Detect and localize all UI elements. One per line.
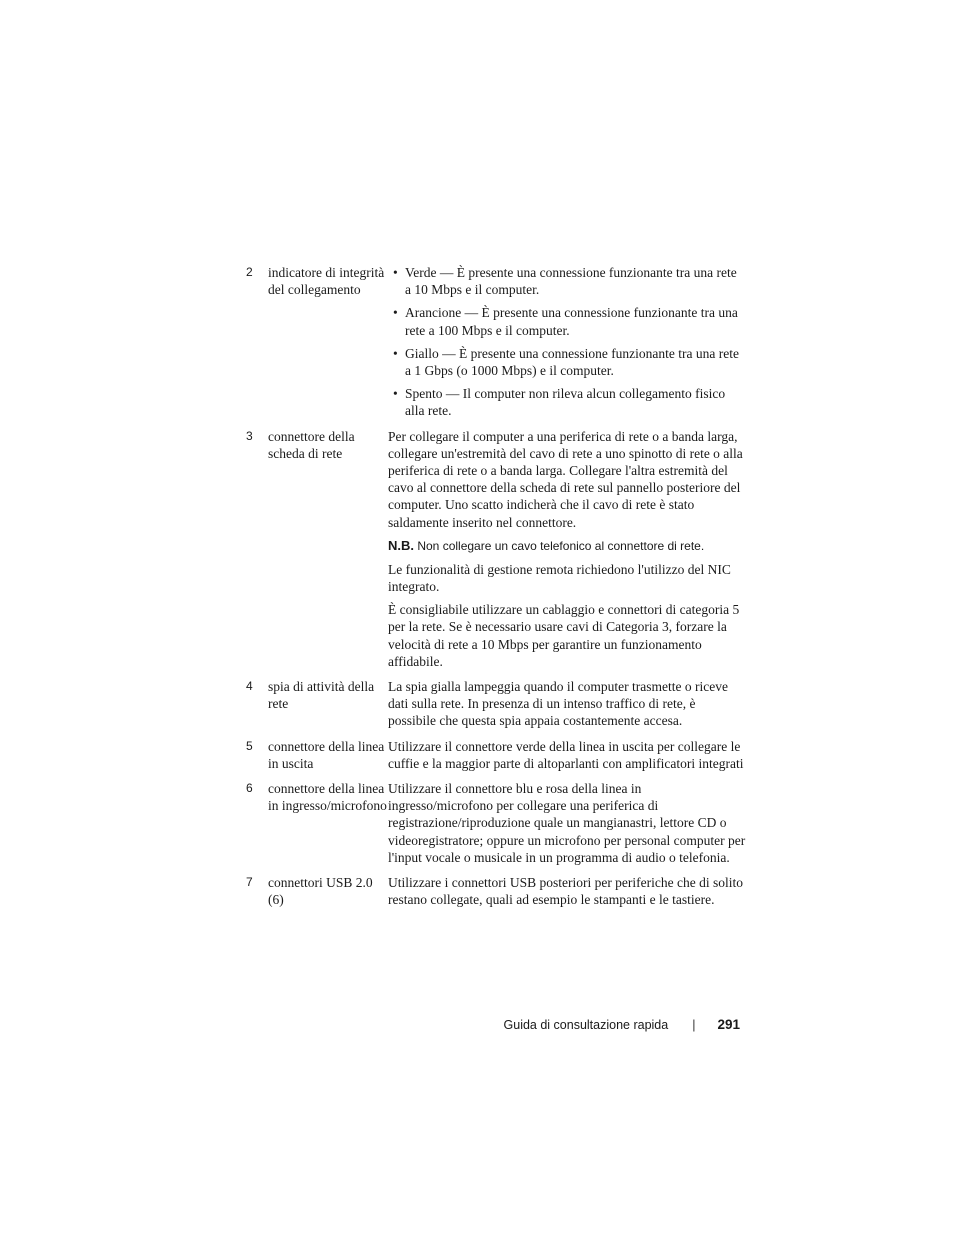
table-row [246, 738, 746, 772]
row-number: 6 [246, 781, 253, 796]
note [388, 537, 746, 555]
row-term: connettori USB 2.0 (6) [268, 875, 373, 908]
row-description: La spia gialla lampeggia quando il computer trasmette o riceve dati sulla rete. In presenza di un intenso traffico di rete, è possibile che questa spia appaia costantemente accesa. [388, 679, 728, 729]
note-text: Non collegare un cavo telefonico al connettore di rete. [417, 538, 705, 553]
page-footer [420, 1016, 740, 1034]
table-row [246, 780, 746, 866]
footer-separator: | [692, 1018, 696, 1032]
row-description: Utilizzare i connettori USB posteriori per periferiche che di solito restano collegate, quali ad esempio le stampanti e le tastiere. [388, 875, 744, 908]
row-term: connettore della linea in ingresso/microfono [268, 781, 387, 814]
list-item: • Spento — Il computer non rileva alcun collegamento fisico alla rete. [388, 385, 746, 419]
description-paragraph: È consigliabile utilizzare un cablaggio e connettori di categoria 5 per la rete. Se è necessario usare cavi di Categoria 3, forzare la velocità di rete a 10 Mbps per garantire un funzionamento affidabile. [388, 602, 740, 669]
list-item: • Giallo — È presente una connessione funzionante tra una rete a 1 Gbps (o 1000 Mbps) e il computer. [388, 345, 746, 379]
row-number: 5 [246, 738, 253, 753]
row-term: spia di attività della rete [268, 679, 375, 712]
description-paragraph: Le funzionalità di gestione remota richiedono l'utilizzo del NIC integrato. [388, 561, 731, 595]
table-row [246, 874, 746, 908]
row-description [388, 264, 746, 420]
list-item: • Arancione — È presente una connessione funzionante tra una rete a 100 Mbps e il computer. [388, 304, 746, 338]
row-description [388, 428, 746, 670]
row-number: 4 [246, 679, 253, 694]
page-number: 291 [717, 1017, 740, 1032]
row-description: Utilizzare il connettore verde della linea in uscita per collegare le cuffie e la maggior parte di altoparlanti con amplificatori integrati [388, 738, 744, 771]
row-number: 2 [246, 265, 253, 279]
row-number: 3 [246, 428, 253, 443]
list-item: • Verde — È presente una connessione funzionante tra una rete a 10 Mbps e il computer. [388, 264, 746, 298]
table-row [246, 678, 746, 730]
row-term: indicatore di integrità del collegamento [268, 265, 385, 298]
table-row [246, 428, 746, 670]
row-term: connettore della linea in uscita [268, 738, 385, 771]
description-paragraph: Per collegare il computer a una periferica di rete o a banda larga, collegare un'estremità del cavo di rete a uno spinotto di rete o alla periferica di rete o a banda larga. Collegare l'altra estremità del cavo al connettore della scheda di rete sul pannello posteriore del computer. Uno scatto indicherà che il cavo di rete è stato saldamente inserito nel connettore. [388, 428, 743, 530]
note-label: N.B. [388, 537, 414, 553]
row-description: Utilizzare il connettore blu e rosa della linea in ingresso/microfono per collegare una periferica di registrazione/riproduzione quale un mangianastri, lettore CD o videoregistratore; oppure un microfono per personal computer per l'input vocale o musicale in un programma di audio o telefonia. [388, 781, 746, 865]
table-row [246, 264, 746, 420]
row-number: 7 [246, 875, 253, 890]
footer-title: Guida di consultazione rapida [503, 1018, 669, 1032]
row-term: connettore della scheda di rete [268, 428, 355, 461]
bullet-list [388, 264, 746, 420]
connector-table [246, 264, 746, 917]
